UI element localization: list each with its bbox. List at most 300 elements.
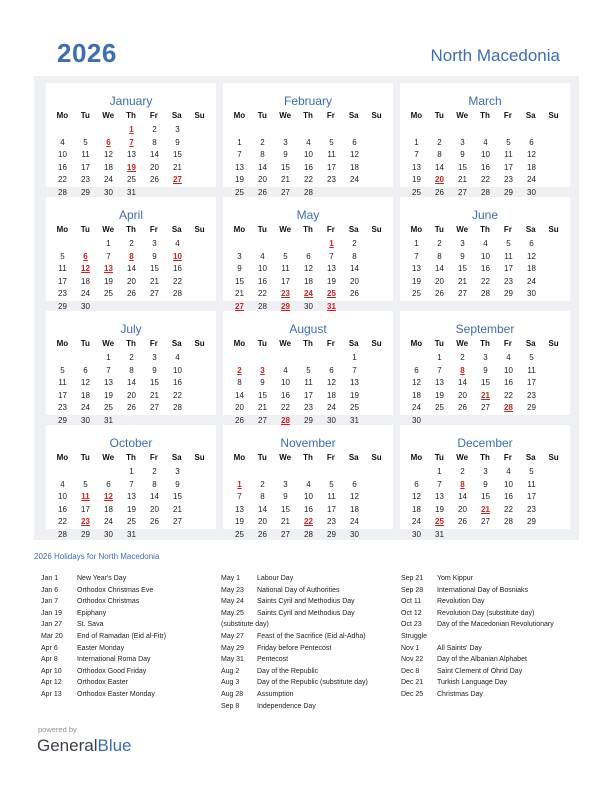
holiday-date: Sep 28	[401, 586, 424, 594]
day-cell: 5	[83, 479, 88, 489]
day-cell: 28	[304, 187, 313, 197]
empty-day-cell	[343, 124, 366, 137]
day-grid	[405, 238, 565, 301]
day-cell: 10	[481, 150, 490, 159]
empty-day-cell	[320, 466, 343, 479]
holiday-date: Aug 28	[221, 690, 244, 698]
day-cell: 1	[106, 353, 111, 362]
holiday-name: Independence Day	[257, 702, 316, 710]
weekday-label: Su	[548, 339, 559, 348]
day-cell: 4	[175, 239, 180, 248]
day-cell: 6	[106, 479, 111, 489]
day-cell: 16	[258, 276, 267, 286]
day-cell: 31	[435, 529, 444, 539]
weekday-label: Sa	[525, 225, 536, 234]
holiday-name: National Day of Authorities	[257, 586, 340, 594]
day-cell: 20	[235, 403, 244, 412]
day-cell: 3	[152, 239, 157, 248]
day-cell: 15	[150, 378, 159, 387]
holiday-name: All Saints' Day	[437, 644, 482, 652]
day-cell: 16	[173, 264, 182, 273]
day-cell: 24	[81, 289, 90, 298]
weekday-label: Tu	[257, 111, 267, 120]
holiday-date: Sep 8	[221, 702, 240, 710]
holiday-name: Revolution Day	[437, 598, 485, 606]
weekday-label: Sa	[525, 453, 536, 462]
day-cell: 25	[104, 289, 113, 298]
weekday-label: We	[456, 225, 469, 234]
day-cell: 27	[173, 517, 182, 526]
empty-day-cell	[451, 124, 474, 137]
day-cell: 19	[435, 390, 444, 400]
day-cell: 19	[235, 517, 244, 526]
day-cell: 10	[58, 150, 67, 159]
holiday-date: Mar 20	[41, 632, 63, 640]
empty-day-cell	[320, 124, 343, 137]
day-cell: 19	[235, 175, 244, 184]
day-cell: 19	[435, 504, 444, 514]
day-cell: 25	[127, 175, 136, 184]
day-cell: 16	[58, 504, 67, 514]
day-cell: 21	[150, 390, 159, 400]
day-cell: 25	[127, 517, 136, 526]
weekday-label: We	[456, 453, 469, 462]
day-cell: 9	[260, 378, 265, 387]
day-cell: 24	[350, 517, 359, 526]
day-cell: 1	[106, 239, 111, 248]
day-cell: 10	[173, 365, 182, 375]
day-cell: 30	[350, 529, 359, 539]
weekday-header	[405, 339, 565, 348]
day-cell: 8	[352, 251, 357, 261]
day-cell: 7	[437, 479, 442, 489]
day-grid	[51, 238, 211, 313]
day-cell: 2	[460, 467, 465, 476]
holiday-day-cell: 8	[460, 479, 465, 489]
holiday-row	[401, 654, 554, 666]
day-cell: 9	[460, 251, 465, 261]
weekday-label: Sa	[348, 339, 359, 348]
empty-day-cell	[297, 124, 320, 137]
day-cell: 9	[283, 150, 288, 159]
weekday-label: Mo	[233, 225, 246, 234]
day-cell: 10	[58, 492, 67, 501]
day-cell: 6	[306, 251, 311, 261]
day-cell: 17	[327, 162, 336, 172]
weekday-header	[405, 453, 565, 462]
day-cell: 22	[58, 175, 67, 184]
day-cell: 2	[129, 239, 134, 248]
day-cell: 13	[327, 264, 336, 273]
day-cell: 31	[350, 415, 359, 425]
day-cell: 29	[527, 517, 536, 526]
day-cell: 8	[152, 137, 157, 147]
holiday-row	[401, 677, 554, 689]
weekday-label: Th	[303, 453, 313, 462]
day-cell: 22	[504, 390, 513, 400]
day-cell: 18	[527, 264, 536, 273]
month-april	[46, 197, 216, 311]
month-title: August	[289, 322, 327, 336]
day-cell: 1	[237, 137, 242, 147]
month-title: November	[280, 436, 336, 450]
day-cell: 12	[304, 264, 313, 273]
day-cell: 10	[304, 150, 313, 159]
holiday-date: Apr 10	[41, 667, 62, 675]
day-cell: 21	[458, 175, 467, 184]
day-cell: 10	[304, 492, 313, 501]
day-grid	[51, 352, 211, 427]
day-cell: 12	[104, 150, 113, 159]
day-cell: 12	[527, 150, 536, 159]
weekday-label: Tu	[80, 339, 90, 348]
empty-day-cell	[320, 352, 343, 365]
day-cell: 29	[81, 529, 90, 539]
day-cell: 3	[483, 353, 488, 362]
day-cell: 13	[350, 378, 359, 387]
weekday-label: We	[279, 225, 292, 234]
day-cell: 22	[304, 175, 313, 184]
day-cell: 28	[58, 529, 67, 539]
day-cell: 22	[258, 289, 267, 298]
day-cell: 18	[412, 390, 421, 400]
empty-day-cell	[405, 352, 428, 365]
day-cell: 15	[481, 492, 490, 501]
holiday-day-cell: 20	[435, 175, 444, 184]
day-cell: 24	[412, 517, 421, 526]
empty-day-cell	[274, 466, 297, 479]
holiday-date: Aug 3	[221, 679, 240, 687]
holiday-row	[401, 596, 554, 608]
holiday-day-cell: 24	[304, 289, 313, 298]
holiday-name: Epiphany	[77, 609, 107, 617]
weekday-label: Su	[548, 225, 559, 234]
day-cell: 12	[327, 378, 336, 387]
weekday-label: Su	[548, 453, 559, 462]
day-cell: 21	[235, 289, 244, 298]
day-cell: 8	[437, 251, 442, 261]
day-cell: 17	[527, 378, 536, 387]
weekday-label: Fr	[149, 225, 158, 234]
day-cell: 28	[258, 301, 267, 311]
weekday-header	[228, 453, 388, 462]
day-cell: 30	[327, 415, 336, 425]
day-cell: 14	[435, 162, 444, 172]
holiday-day-cell: 7	[129, 137, 134, 147]
day-cell: 21	[173, 504, 182, 514]
holiday-day-cell: 28	[281, 415, 290, 425]
day-cell: 26	[235, 415, 244, 425]
day-cell: 31	[104, 415, 113, 425]
day-cell: 23	[81, 175, 90, 184]
weekday-label: Sa	[525, 111, 536, 120]
weekday-label: Tu	[257, 453, 267, 462]
day-cell: 14	[235, 390, 244, 400]
holiday-column	[221, 573, 368, 712]
day-cell: 14	[458, 378, 467, 387]
day-cell: 9	[483, 479, 488, 489]
month-june	[400, 197, 570, 301]
holiday-date: Nov 22	[401, 656, 424, 664]
day-grid	[51, 124, 211, 199]
empty-day-cell	[251, 466, 274, 479]
day-cell: 6	[83, 365, 88, 375]
day-cell: 4	[175, 353, 180, 362]
day-cell: 3	[237, 251, 242, 261]
weekday-label: Fr	[326, 339, 335, 348]
holiday-row	[401, 585, 554, 597]
day-cell: 13	[412, 264, 421, 273]
day-cell: 15	[458, 264, 467, 273]
holiday-row	[401, 573, 554, 585]
day-cell: 3	[175, 467, 180, 476]
holiday-day-cell: 1	[129, 125, 134, 134]
day-cell: 5	[306, 365, 311, 375]
weekday-label: Mo	[233, 111, 246, 120]
weekday-label: Sa	[171, 225, 182, 234]
holiday-row	[41, 666, 166, 678]
month-title: July	[120, 322, 142, 336]
holiday-row	[41, 573, 166, 585]
weekday-label: Mo	[233, 339, 246, 348]
day-cell: 6	[352, 137, 357, 147]
holiday-date: Apr 6	[41, 644, 58, 652]
holiday-name: St. Sava	[77, 621, 104, 629]
weekday-label: Th	[480, 225, 490, 234]
holiday-name: Orthodox Christmas Eve	[77, 586, 154, 594]
day-cell: 6	[329, 365, 334, 375]
day-cell: 7	[414, 251, 419, 261]
empty-day-cell	[343, 466, 366, 479]
holiday-row	[41, 608, 166, 620]
day-cell: 11	[304, 378, 313, 387]
weekday-label: Sa	[171, 453, 182, 462]
day-cell: 23	[527, 504, 536, 514]
holiday-day-cell: 29	[281, 301, 290, 311]
holiday-day-cell: 25	[327, 289, 336, 298]
weekday-label: Fr	[503, 339, 512, 348]
weekday-label: Fr	[149, 111, 158, 120]
holiday-date: May 27	[221, 632, 244, 640]
day-cell: 12	[81, 378, 90, 387]
day-cell: 5	[329, 137, 334, 147]
weekday-header	[405, 225, 565, 234]
day-cell: 8	[260, 150, 265, 159]
day-cell: 14	[127, 264, 136, 273]
day-cell: 16	[481, 162, 490, 172]
month-november	[223, 425, 393, 539]
weekday-label: Mo	[410, 453, 423, 462]
holiday-row	[41, 585, 166, 597]
day-cell: 29	[58, 301, 67, 311]
day-cell: 17	[81, 504, 90, 514]
day-cell: 18	[104, 504, 113, 514]
holiday-day-cell: 21	[481, 390, 490, 400]
day-cell: 17	[504, 162, 513, 172]
day-cell: 18	[81, 276, 90, 286]
day-cell: 26	[458, 403, 467, 412]
holiday-column	[41, 573, 166, 701]
day-cell: 1	[414, 239, 419, 248]
day-cell: 9	[175, 137, 180, 147]
weekday-label: We	[279, 111, 292, 120]
day-cell: 26	[258, 187, 267, 197]
day-cell: 13	[435, 492, 444, 501]
day-cell: 27	[481, 403, 490, 412]
holiday-date: Dec 21	[401, 679, 424, 687]
holiday-row	[401, 666, 554, 678]
empty-day-cell	[297, 238, 320, 251]
day-cell: 13	[127, 492, 136, 501]
day-cell: 23	[504, 175, 513, 184]
holiday-date: Nov 1	[401, 644, 420, 652]
holiday-day-cell: 3	[260, 365, 265, 375]
day-cell: 13	[235, 504, 244, 514]
weekday-label: Tu	[434, 339, 444, 348]
holiday-day-cell: 1	[329, 239, 334, 248]
month-title: October	[109, 436, 153, 450]
holiday-day-cell: 19	[127, 162, 136, 172]
day-cell: 18	[81, 390, 90, 400]
day-cell: 2	[437, 239, 442, 248]
holiday-name: Turkish Language Day	[437, 679, 508, 687]
day-cell: 19	[127, 504, 136, 514]
day-cell: 7	[414, 150, 419, 159]
holiday-row	[221, 596, 368, 608]
holiday-day-cell: 10	[173, 251, 182, 261]
holiday-name: Orthodox Easter Monday	[77, 690, 155, 698]
day-cell: 17	[527, 492, 536, 501]
day-cell: 15	[481, 378, 490, 387]
empty-day-cell	[228, 124, 251, 137]
weekday-label: Th	[126, 225, 136, 234]
day-cell: 14	[150, 150, 159, 159]
weekday-label: Tu	[434, 111, 444, 120]
day-cell: 20	[150, 504, 159, 514]
day-cell: 18	[350, 504, 359, 514]
empty-day-cell	[74, 238, 97, 251]
weekday-header	[51, 225, 211, 234]
day-cell: 11	[81, 150, 90, 159]
weekday-label: Sa	[348, 453, 359, 462]
holiday-name: International Day of Bosniaks	[437, 586, 529, 594]
day-grid	[228, 352, 388, 427]
day-cell: 22	[504, 504, 513, 514]
day-cell: 11	[527, 365, 536, 375]
day-cell: 9	[483, 365, 488, 375]
day-cell: 4	[483, 239, 488, 248]
day-cell: 5	[60, 251, 65, 261]
day-cell: 4	[60, 137, 65, 147]
holiday-day-cell: 6	[106, 137, 111, 147]
day-cell: 1	[414, 137, 419, 147]
month-title: January	[109, 94, 153, 108]
empty-day-cell	[228, 238, 251, 251]
day-cell: 10	[504, 479, 513, 489]
day-cell: 14	[150, 492, 159, 501]
day-cell: 24	[350, 175, 359, 184]
holiday-date: Jan 27	[41, 621, 63, 629]
holiday-name: Pentecost	[257, 656, 289, 664]
holiday-name: Day of the Albanian Alphabet	[437, 656, 527, 664]
powered-by-label: powered by	[38, 725, 77, 734]
day-cell: 20	[350, 276, 359, 286]
empty-day-cell	[274, 238, 297, 251]
day-cell: 12	[350, 492, 359, 501]
day-cell: 28	[481, 187, 490, 197]
weekday-header	[405, 111, 565, 120]
day-cell: 12	[412, 378, 421, 387]
empty-day-cell	[520, 124, 543, 137]
day-cell: 7	[129, 479, 134, 489]
day-cell: 1	[437, 467, 442, 476]
holiday-date: Jan 6	[41, 586, 59, 594]
holiday-name: International Roma Day	[77, 656, 151, 664]
day-cell: 30	[527, 289, 536, 298]
weekday-label: We	[102, 453, 115, 462]
day-cell: 10	[258, 264, 267, 273]
empty-day-cell	[97, 124, 120, 137]
day-cell: 26	[435, 187, 444, 197]
holiday-day-cell: 31	[327, 301, 336, 311]
holiday-name: Day of the Republic	[257, 667, 319, 675]
day-cell: 29	[327, 529, 336, 539]
day-cell: 23	[327, 517, 336, 526]
weekday-label: Sa	[171, 111, 182, 120]
weekday-label: Th	[480, 453, 490, 462]
day-cell: 7	[106, 251, 111, 261]
day-cell: 2	[152, 467, 157, 476]
day-cell: 28	[58, 187, 67, 197]
empty-day-cell	[228, 466, 251, 479]
weekday-label: We	[279, 453, 292, 462]
day-cell: 4	[60, 479, 65, 489]
holiday-date: May 25	[221, 609, 244, 617]
weekday-label: Mo	[56, 225, 69, 234]
day-cell: 21	[173, 162, 182, 172]
weekday-label: Th	[480, 111, 490, 120]
weekday-label: Su	[371, 225, 382, 234]
day-cell: 11	[327, 150, 336, 159]
weekday-label: Fr	[149, 453, 158, 462]
month-august	[223, 311, 393, 425]
day-cell: 4	[306, 137, 311, 147]
empty-day-cell	[297, 466, 320, 479]
day-cell: 17	[327, 504, 336, 514]
day-cell: 7	[329, 251, 334, 261]
weekday-label: Sa	[348, 225, 359, 234]
day-cell: 6	[414, 479, 419, 489]
empty-day-cell	[251, 238, 274, 251]
holiday-row	[221, 654, 368, 666]
empty-day-cell	[405, 466, 428, 479]
day-cell: 3	[460, 137, 465, 147]
weekday-label: Su	[194, 111, 205, 120]
month-title: December	[457, 436, 513, 450]
holiday-date: Sep 21	[401, 575, 424, 582]
day-cell: 20	[435, 276, 444, 286]
day-cell: 7	[237, 150, 242, 159]
weekday-label: Mo	[410, 111, 423, 120]
weekday-label: Tu	[257, 339, 267, 348]
day-cell: 12	[527, 251, 536, 261]
day-cell: 25	[435, 403, 444, 412]
day-cell: 29	[504, 289, 513, 298]
holiday-name: New Year's Day	[77, 575, 127, 582]
day-cell: 8	[260, 492, 265, 501]
day-cell: 27	[258, 415, 267, 425]
holiday-row	[221, 643, 368, 655]
